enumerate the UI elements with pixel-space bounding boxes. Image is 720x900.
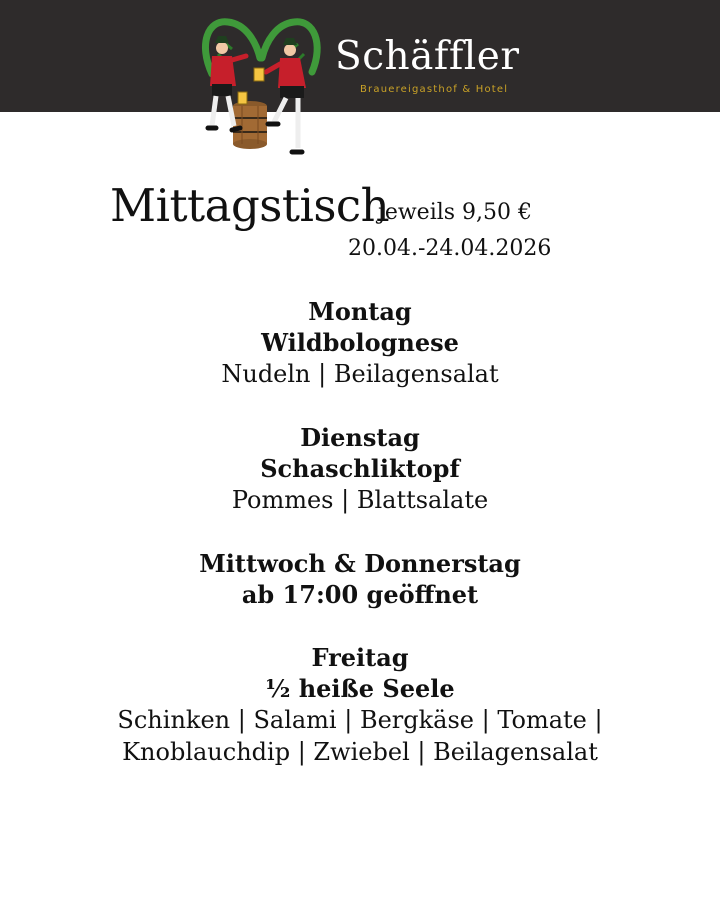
dish-name: Schaschliktopf (260, 454, 460, 483)
dish-name: ½ heiße Seele (265, 674, 455, 703)
side-dishes (0, 704, 720, 768)
menu-day (0, 296, 720, 390)
day-name: Montag (308, 297, 412, 326)
side-dishes-line: Nudeln | Beilagensalat (221, 360, 499, 388)
menu-day (0, 548, 720, 610)
day-name: Dienstag (300, 423, 420, 452)
menu-day (0, 422, 720, 516)
side-dishes (0, 358, 720, 390)
side-dishes-line: Schinken | Salami | Bergkäse | Tomate | (117, 706, 603, 734)
opening-note: ab 17:00 geöffnet (241, 580, 479, 609)
brand-name: Schäffler (335, 34, 520, 79)
day-name: Freitag (311, 643, 409, 672)
price-note: jeweils 9,50 € (378, 200, 533, 225)
dancing-coopers-logo-icon (198, 14, 326, 164)
side-dishes-line: Knoblauchdip | Zwiebel | Beilagensalat (122, 738, 598, 766)
date-range: 20.04.-24.04.2026 (348, 236, 552, 261)
side-dishes (0, 484, 720, 516)
weekly-menu (0, 296, 720, 800)
day-name: Mittwoch & Donnerstag (199, 549, 521, 578)
brand-subtitle: Brauereigasthof & Hotel (360, 84, 509, 95)
menu-day (0, 642, 720, 768)
page-title: Mittagstisch (110, 179, 390, 232)
dish-name: Wildbolognese (261, 328, 459, 357)
side-dishes-line: Pommes | Blattsalate (231, 486, 489, 514)
